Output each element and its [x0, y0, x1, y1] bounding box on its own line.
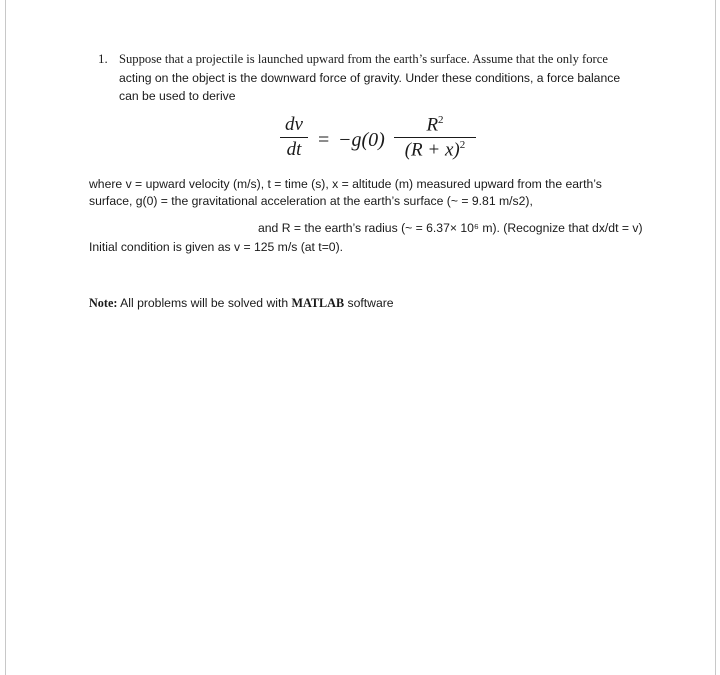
lhs-numerator: dv — [285, 114, 303, 135]
note-text-before: All problems will be solved with — [120, 296, 292, 310]
rhs-numerator — [394, 114, 476, 136]
initial-condition: Initial condition is given as v = 125 m/s (at t=0). — [89, 240, 344, 254]
rhs-fraction — [394, 114, 476, 162]
differential-equation — [280, 110, 500, 170]
coefficient — [338, 129, 385, 152]
note-text-after: software — [344, 296, 394, 310]
rhs-denominator-base: (R + x) — [404, 139, 460, 161]
note-software: MATLAB — [291, 296, 345, 310]
lhs-fraction-bar — [280, 137, 308, 138]
document-page — [5, 0, 716, 675]
definition-line-2: surface, g(0) = the gravitational acceleration at the earth’s surface (~ = 9.81 m/s2), — [89, 194, 533, 208]
definition-line-3: and R = the earth’s radius (~ = 6.37× 10⁶ m). (Recognize that dx/dt = v) — [258, 221, 643, 235]
rhs-numerator-base: R — [426, 114, 439, 136]
intro-line-3: can be used to derive — [119, 89, 236, 103]
coefficient-text: −g(0) — [338, 129, 385, 151]
equals-sign: = — [318, 129, 330, 151]
problem-number: 1. — [98, 51, 108, 66]
rhs-fraction-bar — [394, 137, 476, 138]
note-line — [89, 295, 394, 311]
lhs-fraction — [280, 114, 308, 161]
rhs-denominator — [394, 139, 476, 161]
lhs-denominator: dt — [286, 139, 302, 160]
intro-line-1: Suppose that a projectile is launched upward from the earth’s surface. Assume that the only force — [119, 52, 608, 66]
intro-line-2: acting on the object is the downward force of gravity. Under these conditions, a force balance — [119, 71, 621, 85]
note-label: Note: — [89, 296, 118, 310]
rhs-numerator-exp: 2 — [438, 114, 444, 126]
definition-line-1: where v = upward velocity (m/s), t = time (s), x = altitude (m) measured upward from the earth’s — [89, 177, 602, 191]
rhs-denominator-exp: 2 — [459, 139, 466, 152]
